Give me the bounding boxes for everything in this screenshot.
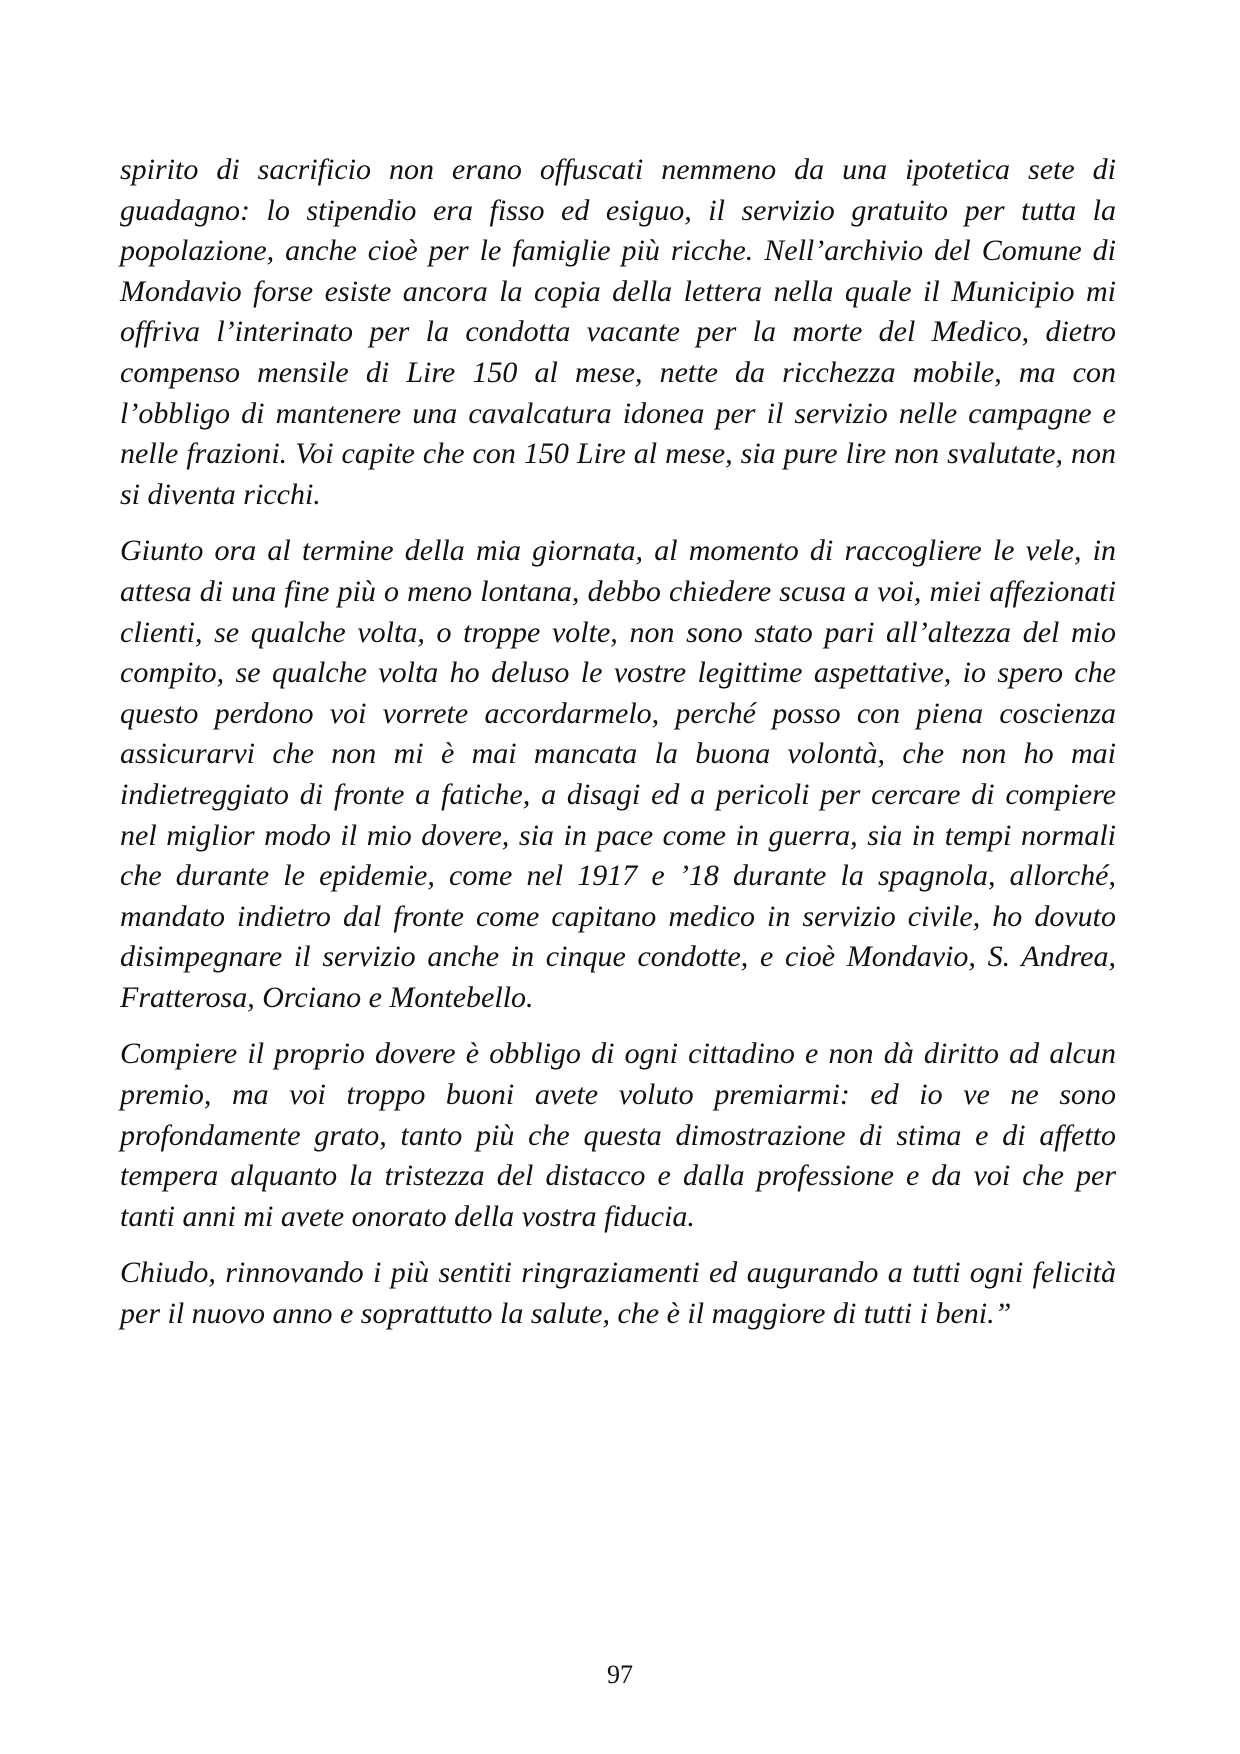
page-body	[120, 150, 1116, 1351]
paragraph-1: spirito di sacrificio non erano offuscati nemmeno da una ipotetica sete di guadagno: lo stipendio era fisso ed esiguo, il servizio gratuito per tutta la popolazione, anche cioè per le famiglie più ricche. Nell’archivio del Comune di Mondavio forse esiste ancora la copia della lettera nella quale il Municipio mi offriva l’interinato per la condotta vacante per la morte del Medico, dietro compenso mensile di Lire 150 al mese, nette da ricchezza mobile, ma con l’obbligo di mantenere una cavalcatura idonea per il servizio nelle campagne e nelle frazioni. Voi capite che con 150 Lire al mese, sia pure lire non svalutate, non si diventa ricchi.	[120, 153, 1116, 511]
paragraph-4: Chiudo, rinnovando i più sentiti ringraziamenti ed augurando a tutti ogni felicità per il nuovo anno e soprattutto la salute, che è il maggiore di tutti i beni.”	[120, 1256, 1116, 1331]
page-number: 97	[607, 1660, 633, 1689]
paragraph-2: Giunto ora al termine della mia giornata, al momento di raccogliere le vele, in attesa di una fine più o meno lontana, debbo chiedere scusa a voi, miei affezionati clienti, se qualche volta, o troppe volte, non sono stato pari all’altezza del mio compito, se qualche volta ho deluso le vostre legittime aspettative, io spero che questo perdono voi vorrete accordarmelo, perché posso con piena coscienza assicurarvi che non mi è mai mancata la buona volontà, che non ho mai indietreggiato di fronte a fatiche, a disagi ed a pericoli per cercare di compiere nel miglior modo il mio dovere, sia in pace come in guerra, sia in tempi normali che durante le epidemie, come nel 1917 e ’18 durante la spagnola, allorché, mandato indietro dal fronte come capitano medico in servizio civile, ho dovuto disimpegnare il servizio anche in cinque condotte, e cioè Mondavio, S. Andrea, Fratterosa, Orciano e Montebello.	[120, 534, 1116, 1014]
paragraph-3: Compiere il proprio dovere è obbligo di ogni cittadino e non dà diritto ad alcun premio, ma voi troppo buoni avete voluto premiarmi: ed io ve ne sono profondamente grato, tanto più che questa dimostrazione di stima e di affetto tempera alquanto la tristezza del distacco e dalla professione e da voi che per tanti anni mi avete onorato della vostra fiducia.	[120, 1037, 1116, 1233]
